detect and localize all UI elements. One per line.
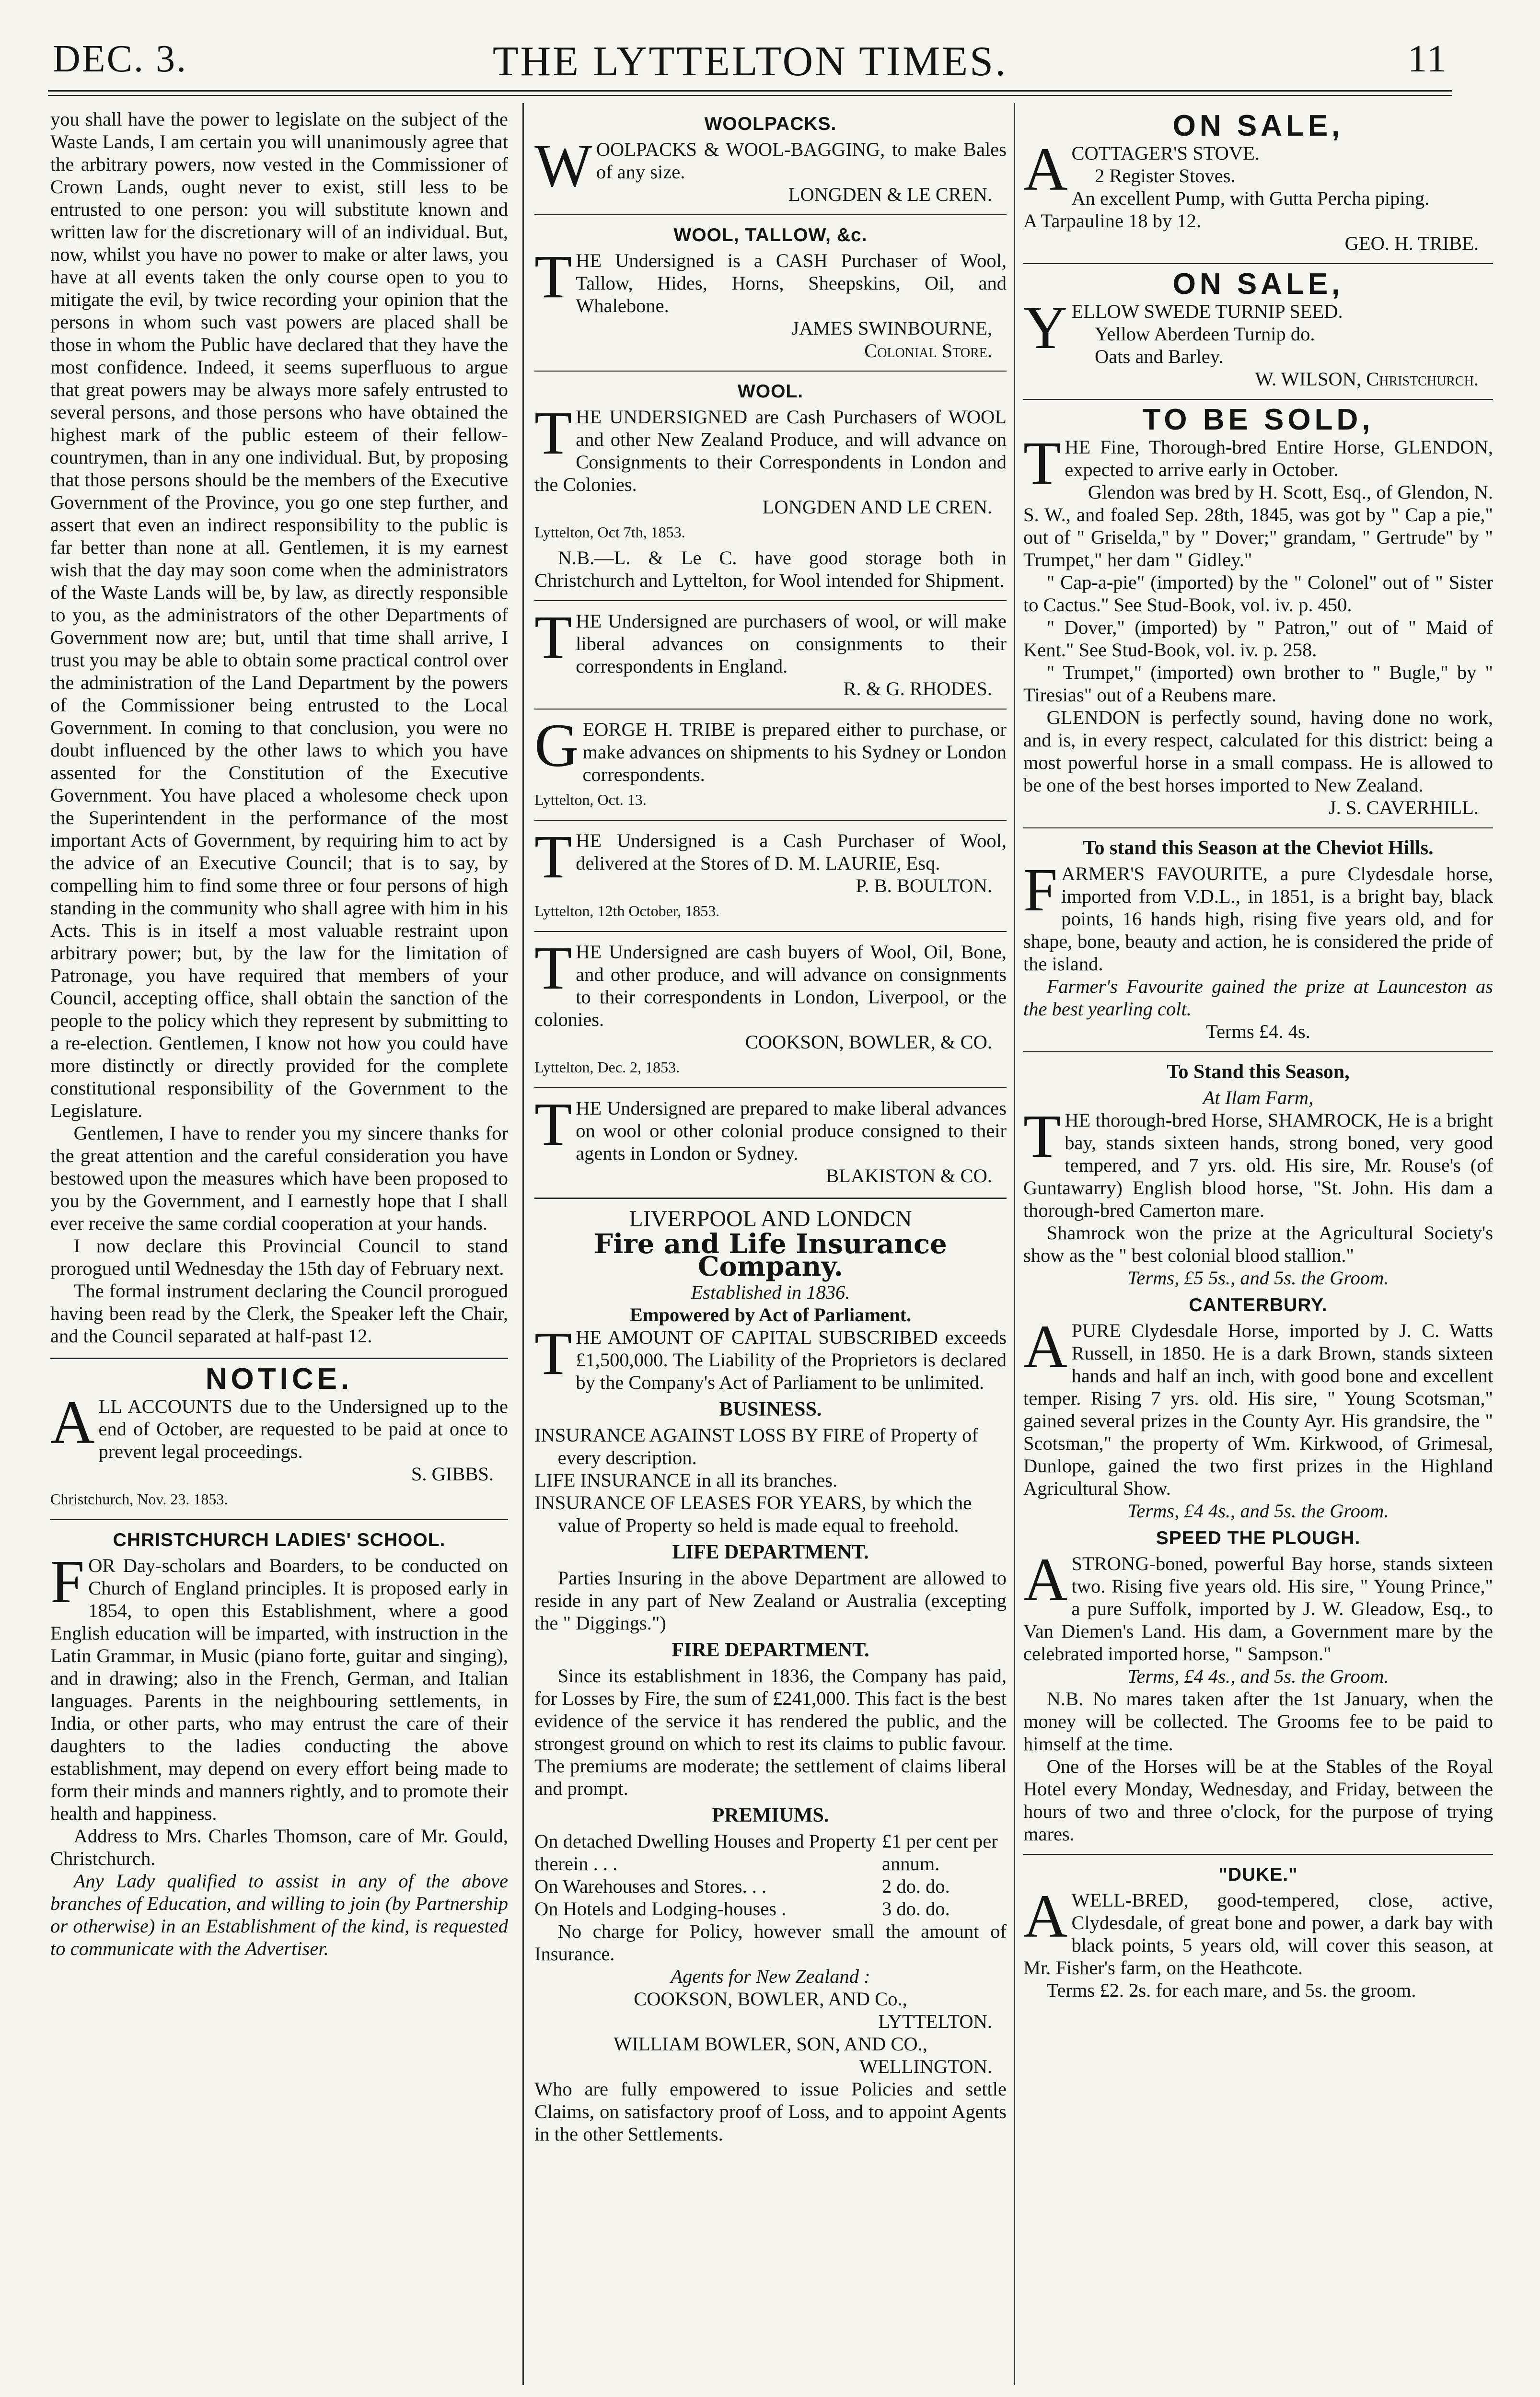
premium-row: [534, 1897, 1007, 1920]
cookson-date: Lyttelton, Dec. 2, 1853.: [534, 1059, 680, 1076]
blakiston-signature: BLAKISTON & CO.: [826, 1165, 992, 1187]
tribe-body: GEORGE H. TRIBE is prepared either to purchase, or make advances on shipments to his Sydney or London correspondents.: [534, 711, 1007, 785]
sale-signature: GEO. H. TRIBE.: [1344, 233, 1479, 254]
column-divider: [522, 103, 524, 2385]
divider: [534, 931, 1007, 932]
notice-signature: S. GIBBS.: [411, 1463, 494, 1485]
sale-line: YELLOW SWEDE TURNIP SEED.: [1023, 293, 1343, 361]
boulton-body: THE Undersigned is a Cash Purchaser of Wool, delivered at the Stores of D. M. LAURIE, Esq.: [534, 823, 1007, 891]
ilam-subheading: At Ilam Farm,: [1203, 1087, 1314, 1108]
wool-heading: WOOL.: [737, 381, 804, 402]
sold-heading: TO BE SOLD,: [1142, 403, 1374, 436]
divider: [1023, 827, 1493, 828]
divider: [534, 1198, 1007, 1199]
cheviot-prize: Farmer's Favourite gained the prize at Launceston as the best yearling colt.: [1023, 976, 1493, 1020]
cheviot-advert: [1023, 837, 1493, 1043]
blakiston-advert: [534, 1090, 1007, 1187]
duke-terms: Terms £2. 2s. for each mare, and 5s. the groom.: [1046, 1979, 1416, 2001]
insurance-advert: [534, 1208, 1007, 2145]
sale-stove-advert: [1023, 109, 1493, 255]
cookson-body: THE Undersigned are cash buyers of Wool, Oil, Bone, and other produce, and will advance on consignments to their correspondents in London, Liverpool, or the colonies.: [534, 934, 1007, 1030]
premium-item: On Hotels and Lodging-houses .: [534, 1898, 787, 1920]
school-body: FOR Day-scholars and Boarders, to be conducted on Church of England principles. It is proposed early in 1854, to open this Establishment, where a good English education will be imparted, with instruction in the Latin Grammar, in Music (piano forte, guitar and singing), and in drawing; also in the French, German, and Italian languages. Parents in the neighbouring settlements, in India, or other parts, who may entrust the care of their daughters to the ladies conducting the above establishment, may depend on every effort being made to form their minds and manners rightly, and to promote their health and happiness.: [50, 1548, 508, 1824]
sale-heading: ON SALE,: [1172, 109, 1344, 142]
rhodes-advert: [534, 603, 1007, 700]
plough-body: ASTRONG-boned, powerful Bay horse, stands sixteen two. Rising five years old. His sire, " Young Prince," a pure Suffolk, imported by J. W. Gleadow, Esq., to Van Diemen's Land. His dam, a Government mare by the celebrated imported horse, " Sampson.": [1023, 1546, 1493, 1664]
insurance-capital: THE AMOUNT OF CAPITAL SUBSCRIBED exceeds £1,500,000. The Liability of the Proprietors is declared by the Company's Act of Parliament to be unlimited.: [534, 1319, 1007, 1393]
sale-line: Oats and Barley.: [1095, 346, 1224, 367]
glendon-advert: [1023, 403, 1493, 819]
tallow-body: THE Undersigned is a CASH Purchaser of Wool, Tallow, Hides, Horns, Sheepskins, Oil, and Whalebone.: [534, 243, 1007, 316]
canterbury-advert: [1023, 1294, 1493, 1522]
ilam-advert: [1023, 1061, 1493, 1289]
agent-name: WILLIAM BOWLER, SON, AND CO.,: [614, 2033, 927, 2055]
plough-stables: One of the Horses will be at the Stables of the Royal Hotel every Monday, Wednesday, and Friday, between the hours of two and three o'clock, for the purpose of trying mares.: [1023, 1756, 1493, 1845]
notice-date: Christchurch, Nov. 23. 1853.: [50, 1490, 228, 1508]
divider: [50, 1519, 508, 1520]
agent-location: WELLINGTON.: [859, 2056, 992, 2077]
insurance-title-line1: LIVERPOOL AND LONDCN: [629, 1206, 912, 1232]
boulton-date: Lyttelton, 12th October, 1853.: [534, 902, 720, 919]
sale-signature: W. WILSON, Christchurch.: [1255, 368, 1479, 390]
duke-heading: "DUKE.": [1218, 1864, 1298, 1885]
premium-row: [534, 1875, 1007, 1897]
divider: [534, 371, 1007, 372]
wool-advert: [534, 380, 1007, 592]
fire-body: Since its establishment in 1836, the Company has paid, for Losses by Fire, the sum of £241,000. This fact is the best evidence of the service it has rendered the public, and the strongest ground on which to rest its claims to public favour. The premiums are moderate; the settlement of claims liberal and prompt.: [534, 1665, 1007, 1799]
ilam-prize: Shamrock won the prize at the Agricultural Society's show as the " best colonial blood stallion.": [1023, 1222, 1493, 1266]
notice-advert: [50, 1362, 508, 1511]
woolpacks-body: WOOLPACKS & WOOL-BAGGING, to make Bales of any size.: [534, 131, 1007, 199]
insurance-established: Established in 1836.: [691, 1281, 850, 1303]
premium-rate: 2 do. do.: [882, 1875, 950, 1897]
canterbury-body: APURE Clydesdale Horse, imported by J. C. Watts Russell, in 1850. He is a dark Brown, stands sixteen hands and half an inch, with good bone and excellent temper. Rising 7 yrs. old. His sire, " Young Scotsman," gained several prizes in the County Ayr. His grandsire, the " Scotsman," the property of Wm. Kirkwood, of Grimesal, Dunlope, gained the two first prizes in the Highland Agricultural Show.: [1023, 1313, 1493, 1499]
sale-heading: ON SALE,: [1172, 268, 1344, 301]
tallow-signature: JAMES SWINBOURNE,: [791, 317, 992, 339]
business-item: LIFE INSURANCE in all its branches.: [534, 1469, 838, 1491]
sold-paragraph: " Cap-a-pie" (imported) by the " Colonel" out of " Sister to Cactus." See Stud-Book, vol. iv. p. 450.: [1023, 571, 1493, 616]
school-address: Address to Mrs. Charles Thomson, care of Mr. Gould, Christchurch.: [50, 1825, 508, 1869]
school-note: Any Lady qualified to assist in any of the above branches of Education, and willing to join (by Partnership or otherwise) in an Establishment of the kind, is requested to communicate with the Advertiser.: [50, 1870, 508, 1959]
masthead: [48, 34, 1452, 85]
column-right: [1023, 108, 1493, 2375]
rhodes-body: THE Undersigned are purchasers of wool, or will make liberal advances on consignments to their correspondents in England.: [534, 603, 1007, 677]
divider: [534, 820, 1007, 821]
school-heading: CHRISTCHURCH LADIES' SCHOOL.: [113, 1530, 446, 1550]
cheviot-terms: Terms £4. 4s.: [1206, 1021, 1310, 1042]
duke-body: AWELL-BRED, good-tempered, close, active, Clydesdale, of great bone and power, a dark bay with black points, 5 years old, will cover this season, at Mr. Fisher's farm, on the Heathcote.: [1023, 1882, 1493, 1978]
notice-body: ALL ACCOUNTS due to the Undersigned up to the end of October, are requested to be paid at once to prevent legal proceedings.: [50, 1388, 508, 1462]
wool-signature: LONGDEN AND LE CREN.: [762, 496, 992, 518]
cookson-advert: [534, 934, 1007, 1079]
speech-paragraph: Gentlemen, I have to render you my sincere thanks for the great attention and the careful consideration you have bestowed upon the measures which have been proposed to you by the Government, and I earnestly hope that I shall ever receive the same cordial cooperation at your hands.: [50, 1122, 508, 1234]
divider: [534, 709, 1007, 710]
speech-paragraph: you shall have the power to legislate on the subject of the Waste Lands, I am certain you will unanimously agree that the arbitrary powers, now vested in the Commissioner of Crown Lands, ought never to exist, still less to be entrusted to one person: you will substitute known and written law for the discretionary will of an individual. But, now, whilst you have no power to make or alter laws, you have at all events taken the only course open to you to mitigate the evil, by twice recording your opinion that the persons in whom such vast powers are placed shall be those in whom the Public have declared that they have the most confidence. Indeed, it seems superfluous to argue that great powers may be always more safely entrusted to several persons, and those persons who have obtained the highest mark of the public esteem of their fellow-countrymen, than in any one individual. But, by proposing that those persons should be the members of the Executive Government of the Province, you go one step further, and assert that even an indirect responsibility to the public is far better than none at all. Gentlemen, it is my earnest wish that the day may soon come when the administrators of the Waste Lands will be, by law, as directly responsible to you, as the administrators of the other Departments of Government now are; but, until that time shall arrive, I trust you may be able to obtain some practical control over the administration of the Land Department by the powers of the Commissioner being entrusted to the Local Government. In coming to that conclusion, you were no doubt influenced by the other laws to which you have assented for the Constitution of the Executive Government. You have placed a wholesome check upon the Superintendent in the performance of the most important Acts of Government, by requiring him to act by the advice of an Executive Council; that is to say, by compelling him to find some three or four persons of high standing in the community who shall agree with him in his Acts. This is in itself a most valuable restraint upon arbitrary power; but, by the law for the limitation of Patronage, you have required that members of your Council, accepting office, shall obtain the sanction of the people to the policy which they represent by submitting to a re-election. Gentlemen, I know not how you could have more distinctly or directly provided for the complete constitutional responsibility of the Government to the Legislature.: [50, 108, 508, 1121]
agent-location: LYTTELTON.: [878, 2011, 992, 2032]
wool-date: Lyttelton, Oct 7th, 1853.: [534, 524, 685, 541]
boulton-advert: [534, 823, 1007, 922]
divider: [1023, 1051, 1493, 1052]
ilam-body: THE thorough-bred Horse, SHAMROCK, He is a bright bay, stands sixteen hands, strong boned, very good tempered, and 7 yrs. old. His sire, Mr. Rouse's (of Guntawarry) English blood horse, "St. John. His dam a thorough-bred Camerton mare.: [1023, 1102, 1493, 1221]
agents-heading: Agents for New Zealand :: [671, 1966, 870, 1987]
divider: [1023, 263, 1493, 264]
page-number: 11: [1407, 38, 1447, 80]
cheviot-body: FARMER'S FAVOURITE, a pure Clydesdale horse, imported from V.D.L., in 1851, is a bright bay, black points, 16 hands high, rising five years old, and for shape, bone, beauty and action, he is considered the pride of the island.: [1023, 856, 1493, 975]
rhodes-signature: R. & G. RHODES.: [843, 678, 992, 699]
divider: [534, 1087, 1007, 1088]
notice-heading: NOTICE.: [205, 1362, 353, 1396]
boulton-signature: P. B. BOULTON.: [856, 875, 992, 896]
divider: [534, 600, 1007, 601]
life-heading: LIFE DEPARTMENT.: [672, 1541, 869, 1563]
blakiston-body: THE Undersigned are prepared to make liberal advances on wool or other colonial produce consigned to their agents in London or Sydney.: [534, 1090, 1007, 1164]
sold-paragraph: " Trumpet," (imported) own brother to " Bugle," by " Tiresias" out of a Reubens mare.: [1023, 662, 1493, 706]
duke-advert: [1023, 1863, 1493, 2001]
tallow-heading: WOOL, TALLOW, &c.: [673, 225, 868, 245]
sold-paragraph: Glendon was bred by H. Scott, Esq., of Glendon, N. S. W., and foaled Sep. 28th, 1845, was got by " Cap a pie," out of " Griselda," by " Dover;" grandam, " Gertrude" by " Trumpet," her dam " Gidley.": [1023, 481, 1493, 570]
tribe-advert: [534, 711, 1007, 811]
ilam-terms: Terms, £5 5s., and 5s. the Groom.: [1127, 1267, 1389, 1289]
wool-body: THE UNDERSIGNED are Cash Purchasers of WOOL and other New Zealand Produce, and will advance on Consignments to their Correspondents in London and the Colonies.: [534, 399, 1007, 495]
column-middle: [534, 108, 1007, 2375]
sold-paragraph: " Dover," (imported) by " Patron," out of " Maid of Kent." See Stud-Book, vol. iv. p. 258.: [1023, 617, 1493, 661]
premium-rate: £1 per cent per annum.: [882, 1830, 998, 1874]
life-body: Parties Insuring in the above Department are allowed to reside in any part of New Zealand or Australia (excepting the " Diggings."): [534, 1567, 1007, 1634]
divider: [1023, 1854, 1493, 1855]
premium-item: On detached Dwelling Houses and Property therein . . .: [534, 1830, 876, 1874]
sold-signature: J. S. CAVERHILL.: [1328, 797, 1479, 818]
woolpacks-advert: [534, 113, 1007, 206]
tallow-store: Colonial Store.: [864, 340, 992, 361]
insurance-title-line2: Fire and Life Insurance Company.: [594, 1228, 947, 1282]
speech-paragraph: I now declare this Provincial Council to stand prorogued until Wednesday the 15th day of February next.: [50, 1235, 508, 1279]
ilam-heading: To Stand this Season,: [1167, 1061, 1350, 1083]
premium-row: [534, 1830, 1007, 1875]
speech-paragraph: The formal instrument declaring the Council prorogued having been read by the Clerk, the Speaker left the Chair, and the Council separated at half-past 12.: [50, 1280, 508, 1347]
plough-nb: N.B. No mares taken after the 1st January, when the money will be collected. The Grooms fee to be paid to himself at the time.: [1023, 1688, 1493, 1755]
sale-line: ACOTTAGER'S STOVE.: [1023, 135, 1260, 203]
canterbury-terms: Terms, £4 4s., and 5s. the Groom.: [1127, 1500, 1389, 1522]
business-heading: BUSINESS.: [719, 1398, 822, 1420]
insurance-empowered: Empowered by Act of Parliament.: [629, 1304, 912, 1326]
sale-line: Yellow Aberdeen Turnip do.: [1095, 323, 1315, 345]
newspaper-title: THE LYTTELTON TIMES.: [492, 38, 1008, 85]
plough-advert: [1023, 1527, 1493, 1845]
business-item: INSURANCE OF LEASES FOR YEARS, by which the value of Property so held is made equal to freehold.: [534, 1492, 972, 1536]
sold-paragraph: GLENDON is perfectly sound, having done no work, and is, in every respect, calculated for this district: being a most powerful horse in a small compass. He is allowed to be one of the best horses imported to New Zealand.: [1023, 707, 1493, 796]
school-advert: [50, 1529, 508, 1960]
sale-line: An excellent Pump, with Gutta Percha piping.: [1071, 187, 1430, 209]
premiums-heading: PREMIUMS.: [712, 1804, 829, 1827]
canterbury-heading: CANTERBURY.: [1189, 1295, 1328, 1315]
column-left: [50, 108, 508, 2375]
sale-line: 2 Register Stoves.: [1095, 165, 1236, 186]
premium-rate: 3 do. do.: [882, 1898, 950, 1920]
fire-heading: FIRE DEPARTMENT.: [672, 1639, 869, 1661]
business-item: INSURANCE AGAINST LOSS BY FIRE of Property of every description.: [534, 1424, 978, 1468]
cookson-signature: COOKSON, BOWLER, & CO.: [745, 1031, 992, 1053]
premium-item: On Warehouses and Stores. . .: [534, 1875, 767, 1897]
masthead-rule: [48, 90, 1452, 96]
woolpacks-signature: LONGDEN & LE CREN.: [788, 184, 992, 205]
plough-terms: Terms, £4 4s., and 5s. the Groom.: [1127, 1665, 1389, 1687]
tribe-date: Lyttelton, Oct. 13.: [534, 791, 647, 808]
insurance-closing: Who are fully empowered to issue Policies and settle Claims, on satisfactory proof of Loss, and to appoint Agents in the other Settlements.: [534, 2078, 1007, 2145]
sold-paragraph: THE Fine, Thorough-bred Entire Horse, GLENDON, expected to arrive early in October.: [1023, 429, 1493, 497]
wool-nb: N.B.—L. & Le C. have good storage both in Christchurch and Lyttelton, for Wool intended for Shipment.: [534, 547, 1007, 591]
plough-heading: SPEED THE PLOUGH.: [1156, 1528, 1361, 1548]
no-charge-note: No charge for Policy, however small the amount of Insurance.: [534, 1920, 1007, 1965]
agent-name: COOKSON, BOWLER, AND Co.,: [634, 1988, 907, 2010]
issue-date: DEC. 3.: [53, 38, 187, 80]
column-divider: [1014, 103, 1015, 2385]
woolpacks-heading: WOOLPACKS.: [704, 114, 837, 134]
divider: [1023, 399, 1493, 400]
divider: [50, 1358, 508, 1359]
sale-seed-advert: [1023, 268, 1493, 390]
tallow-advert: [534, 224, 1007, 362]
cheviot-heading: To stand this Season at the Cheviot Hills.: [1083, 837, 1434, 859]
divider: [534, 214, 1007, 215]
sale-line: A Tarpauline 18 by 12.: [1023, 210, 1201, 232]
